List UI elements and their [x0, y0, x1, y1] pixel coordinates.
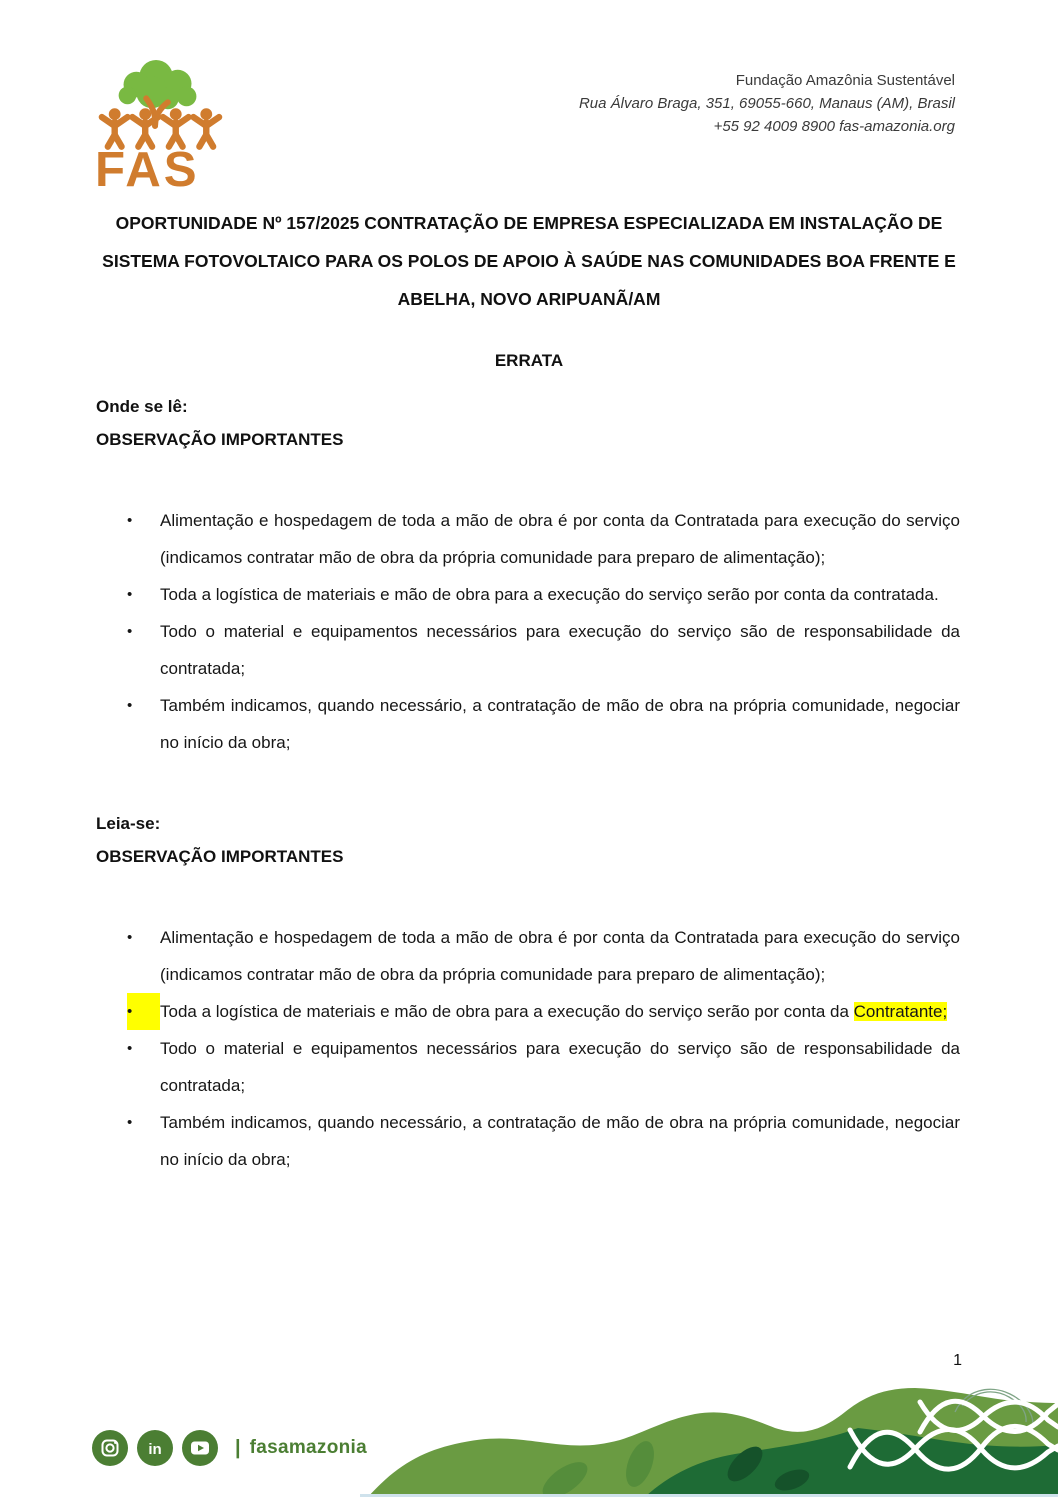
- bullet-list: [127, 919, 960, 1178]
- list-item: [127, 1104, 960, 1178]
- list-item-text: Todo o material e equipamentos necessários para execução do serviço são de responsabilidade da contratada;: [160, 622, 960, 678]
- list-item-text: Também indicamos, quando necessário, a contratação de mão de obra na própria comunidade, negociar no início da obra;: [160, 1113, 960, 1169]
- org-contact-block: [579, 69, 955, 138]
- errata-sections: [0, 390, 1058, 1178]
- list-item: [127, 687, 960, 761]
- leaf-icons-light: [537, 1437, 875, 1497]
- bullet-marker: •: [127, 1114, 133, 1131]
- bullet-marker: •: [127, 623, 133, 640]
- list-item-text: Alimentação e hospedagem de toda a mão de obra é por conta da Contratada para execução do serviço (indicamos contratar mão de obra da própria comunidade para preparo de alimentação);: [160, 511, 960, 567]
- white-wave-icons: [850, 1401, 1058, 1469]
- section-subheading: OBSERVAÇÃO IMPORTANTES: [96, 430, 344, 449]
- document-title: [0, 204, 1058, 318]
- bullet-marker: •: [127, 993, 160, 1030]
- bullet-marker: •: [127, 586, 133, 603]
- social-bar: [92, 1430, 367, 1466]
- bullet-marker: •: [127, 697, 133, 714]
- list-item: [127, 919, 960, 993]
- list-item: [127, 613, 960, 687]
- list-item-text: Alimentação e hospedagem de toda a mão de obra é por conta da Contratada para execução do serviço (indicamos contratar mão de obra da própria comunidade para preparo de alimentação);: [160, 928, 960, 984]
- youtube-icon[interactable]: [182, 1430, 218, 1466]
- list-item: [127, 502, 960, 576]
- linkedin-icon[interactable]: [137, 1430, 173, 1466]
- list-item-text: Toda a logística de materiais e mão de obra para a execução do serviço serão por conta da contratada.: [160, 585, 939, 604]
- org-name: Fundação Amazônia Sustentável: [735, 72, 955, 89]
- org-contact: +55 92 4009 8900 fas-amazonia.org: [713, 118, 955, 135]
- footer-hill-dark: [645, 1428, 1058, 1497]
- section-lead: Leia-se:: [96, 814, 161, 833]
- org-address: Rua Álvaro Braga, 351, 69055-660, Manaus (AM), Brasil: [578, 95, 955, 112]
- errata-section-2: [96, 807, 960, 1178]
- page-number: 1: [953, 1352, 962, 1369]
- bullet-list: [127, 502, 960, 761]
- social-separator: |: [235, 1436, 241, 1459]
- footer-hill-light: [368, 1388, 1058, 1497]
- bullet-marker: •: [127, 1040, 133, 1057]
- list-item: [127, 1030, 960, 1104]
- section-subheading: OBSERVAÇÃO IMPORTANTES: [96, 847, 344, 866]
- list-item-text: Todo o material e equipamentos necessários para execução do serviço são de responsabilidade da contratada;: [160, 1039, 960, 1095]
- section-lead: Onde se lê:: [96, 397, 188, 416]
- document-header: [0, 0, 1058, 188]
- list-item-text: Toda a logística de materiais e mão de obra para a execução do serviço serão por conta da Contratante;: [160, 1002, 948, 1021]
- bullet-marker: •: [127, 512, 133, 529]
- tree-icon: [119, 60, 197, 109]
- social-handle[interactable]: fasamazonia: [249, 1437, 367, 1458]
- errata-heading: ERRATA: [494, 351, 564, 370]
- svg-text:in: in: [148, 1441, 162, 1458]
- leaf-icons-dark: [722, 1441, 812, 1495]
- bullet-marker: •: [127, 929, 133, 946]
- title-line-2: SISTEMA FOTOVOLTAICO PARA OS POLOS DE APOIO À SAÚDE NAS COMUNIDADES BOA FRENTE E: [102, 251, 956, 271]
- outline-wave-icon: [955, 1389, 1033, 1430]
- title-line-1: OPORTUNIDADE Nº 157/2025 CONTRATAÇÃO DE EMPRESA ESPECIALIZADA EM INSTALAÇÃO DE: [115, 213, 943, 233]
- list-item-text: Também indicamos, quando necessário, a contratação de mão de obra na própria comunidade, negociar no início da obra;: [160, 696, 960, 752]
- list-item: [127, 576, 960, 613]
- fas-logo: [95, 55, 223, 188]
- list-item: [127, 993, 960, 1030]
- errata-section-1: [96, 390, 960, 761]
- title-line-3: ABELHA, NOVO ARIPUANÃ/AM: [397, 289, 661, 309]
- instagram-icon[interactable]: [92, 1430, 128, 1466]
- logo-wordmark: FAS: [95, 141, 200, 188]
